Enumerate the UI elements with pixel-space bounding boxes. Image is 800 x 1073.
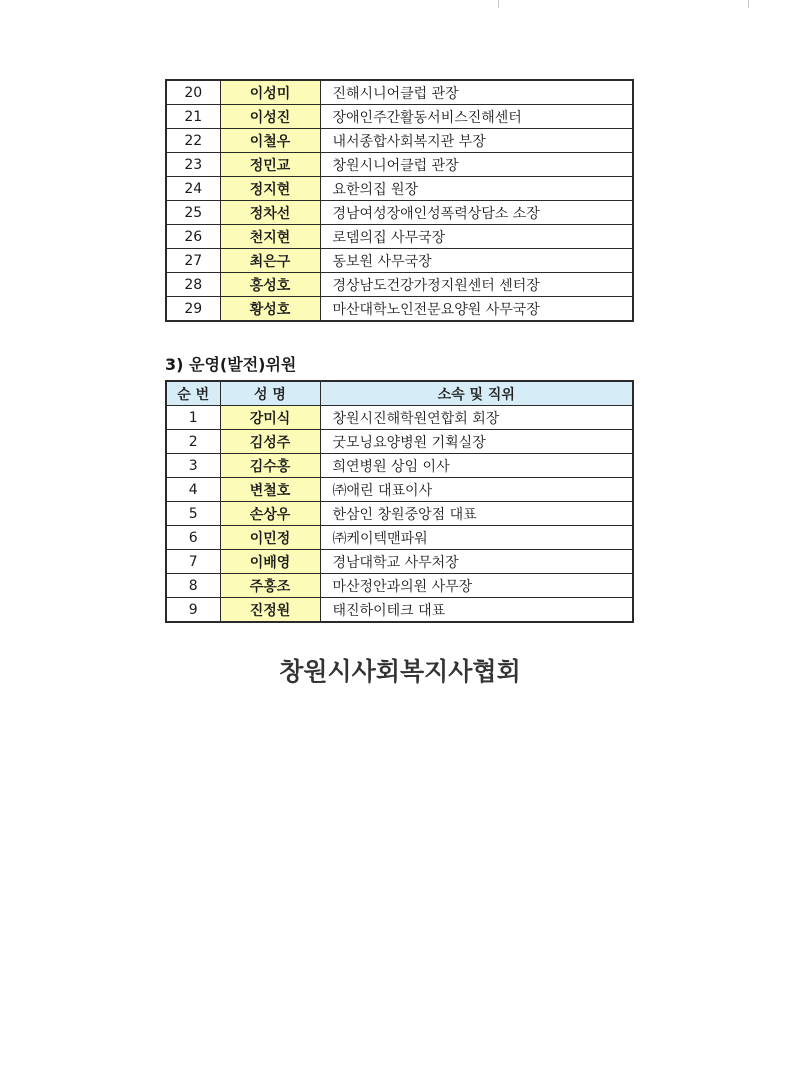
member-name: 김수홍 bbox=[220, 454, 320, 478]
member-affiliation: 동보원 사무국장 bbox=[320, 249, 633, 273]
table-row bbox=[166, 526, 633, 550]
scan-mark bbox=[748, 0, 749, 8]
member-affiliation: 진해시니어클럽 관장 bbox=[320, 80, 633, 105]
member-name: 천지현 bbox=[220, 225, 320, 249]
row-number: 4 bbox=[166, 478, 220, 502]
member-affiliation: 굿모닝요양병원 기획실장 bbox=[320, 430, 633, 454]
member-affiliation: 마산대학노인전문요양원 사무국장 bbox=[320, 297, 633, 322]
member-name: 이배영 bbox=[220, 550, 320, 574]
member-name: 손상우 bbox=[220, 502, 320, 526]
member-affiliation: 경남여성장애인성폭력상담소 소장 bbox=[320, 201, 633, 225]
section-heading: 3) 운영(발전)위원 bbox=[165, 355, 297, 374]
header-affiliation: 소속 및 직위 bbox=[320, 381, 633, 406]
table-row bbox=[166, 406, 633, 430]
member-name: 황성호 bbox=[220, 297, 320, 322]
operating-committee-table-body bbox=[166, 406, 633, 623]
row-number: 8 bbox=[166, 574, 220, 598]
table-row bbox=[166, 80, 633, 105]
member-name: 정차선 bbox=[220, 201, 320, 225]
row-number: 1 bbox=[166, 406, 220, 430]
member-name: 주홍조 bbox=[220, 574, 320, 598]
member-name: 김성주 bbox=[220, 430, 320, 454]
member-name: 이성미 bbox=[220, 80, 320, 105]
member-name: 진정원 bbox=[220, 598, 320, 623]
member-affiliation: 희연병원 상임 이사 bbox=[320, 454, 633, 478]
member-name: 이철우 bbox=[220, 129, 320, 153]
row-number: 7 bbox=[166, 550, 220, 574]
table-row bbox=[166, 129, 633, 153]
member-affiliation: ㈜케이텍맨파워 bbox=[320, 526, 633, 550]
member-affiliation: 경상남도건강가정지원센터 센터장 bbox=[320, 273, 633, 297]
row-number: 29 bbox=[166, 297, 220, 322]
table-header-row bbox=[166, 381, 633, 406]
table-row bbox=[166, 430, 633, 454]
member-affiliation: 마산정안과의원 사무장 bbox=[320, 574, 633, 598]
row-number: 20 bbox=[166, 80, 220, 105]
member-affiliation: 경남대학교 사무처장 bbox=[320, 550, 633, 574]
member-name: 정민교 bbox=[220, 153, 320, 177]
table-row bbox=[166, 574, 633, 598]
row-number: 23 bbox=[166, 153, 220, 177]
member-name: 이성진 bbox=[220, 105, 320, 129]
table-row bbox=[166, 273, 633, 297]
continued-member-table-body bbox=[166, 80, 633, 321]
member-affiliation: 장애인주간활동서비스진해센터 bbox=[320, 105, 633, 129]
member-affiliation: ㈜애린 대표이사 bbox=[320, 478, 633, 502]
row-number: 26 bbox=[166, 225, 220, 249]
organization-name: 창원시사회복지사협회 bbox=[279, 657, 521, 686]
member-affiliation: 로뎀의집 사무국장 bbox=[320, 225, 633, 249]
member-name: 강미식 bbox=[220, 406, 320, 430]
row-number: 2 bbox=[166, 430, 220, 454]
table-row bbox=[166, 249, 633, 273]
table-row bbox=[166, 225, 633, 249]
table-row bbox=[166, 177, 633, 201]
member-name: 이민정 bbox=[220, 526, 320, 550]
table-row bbox=[166, 550, 633, 574]
table-row bbox=[166, 153, 633, 177]
member-affiliation: 요한의집 원장 bbox=[320, 177, 633, 201]
row-number: 25 bbox=[166, 201, 220, 225]
row-number: 6 bbox=[166, 526, 220, 550]
continued-member-table bbox=[165, 79, 634, 322]
member-name: 변철호 bbox=[220, 478, 320, 502]
table-row bbox=[166, 201, 633, 225]
scan-mark bbox=[498, 0, 499, 8]
row-number: 3 bbox=[166, 454, 220, 478]
member-affiliation: 태진하이테크 대표 bbox=[320, 598, 633, 623]
member-name: 최은구 bbox=[220, 249, 320, 273]
row-number: 5 bbox=[166, 502, 220, 526]
header-no: 순 번 bbox=[166, 381, 220, 406]
table-row bbox=[166, 598, 633, 623]
member-name: 정지현 bbox=[220, 177, 320, 201]
member-affiliation: 한삼인 창원중앙점 대표 bbox=[320, 502, 633, 526]
header-name: 성 명 bbox=[220, 381, 320, 406]
table-row bbox=[166, 454, 633, 478]
row-number: 22 bbox=[166, 129, 220, 153]
member-affiliation: 창원시진해학원연합회 회장 bbox=[320, 406, 633, 430]
table-row bbox=[166, 478, 633, 502]
member-affiliation: 내서종합사회복지관 부장 bbox=[320, 129, 633, 153]
row-number: 9 bbox=[166, 598, 220, 623]
member-affiliation: 창원시니어클럽 관장 bbox=[320, 153, 633, 177]
row-number: 24 bbox=[166, 177, 220, 201]
row-number: 28 bbox=[166, 273, 220, 297]
operating-committee-table bbox=[165, 380, 634, 623]
table-row bbox=[166, 297, 633, 322]
table-row bbox=[166, 502, 633, 526]
row-number: 21 bbox=[166, 105, 220, 129]
table-row bbox=[166, 105, 633, 129]
member-name: 홍성호 bbox=[220, 273, 320, 297]
row-number: 27 bbox=[166, 249, 220, 273]
